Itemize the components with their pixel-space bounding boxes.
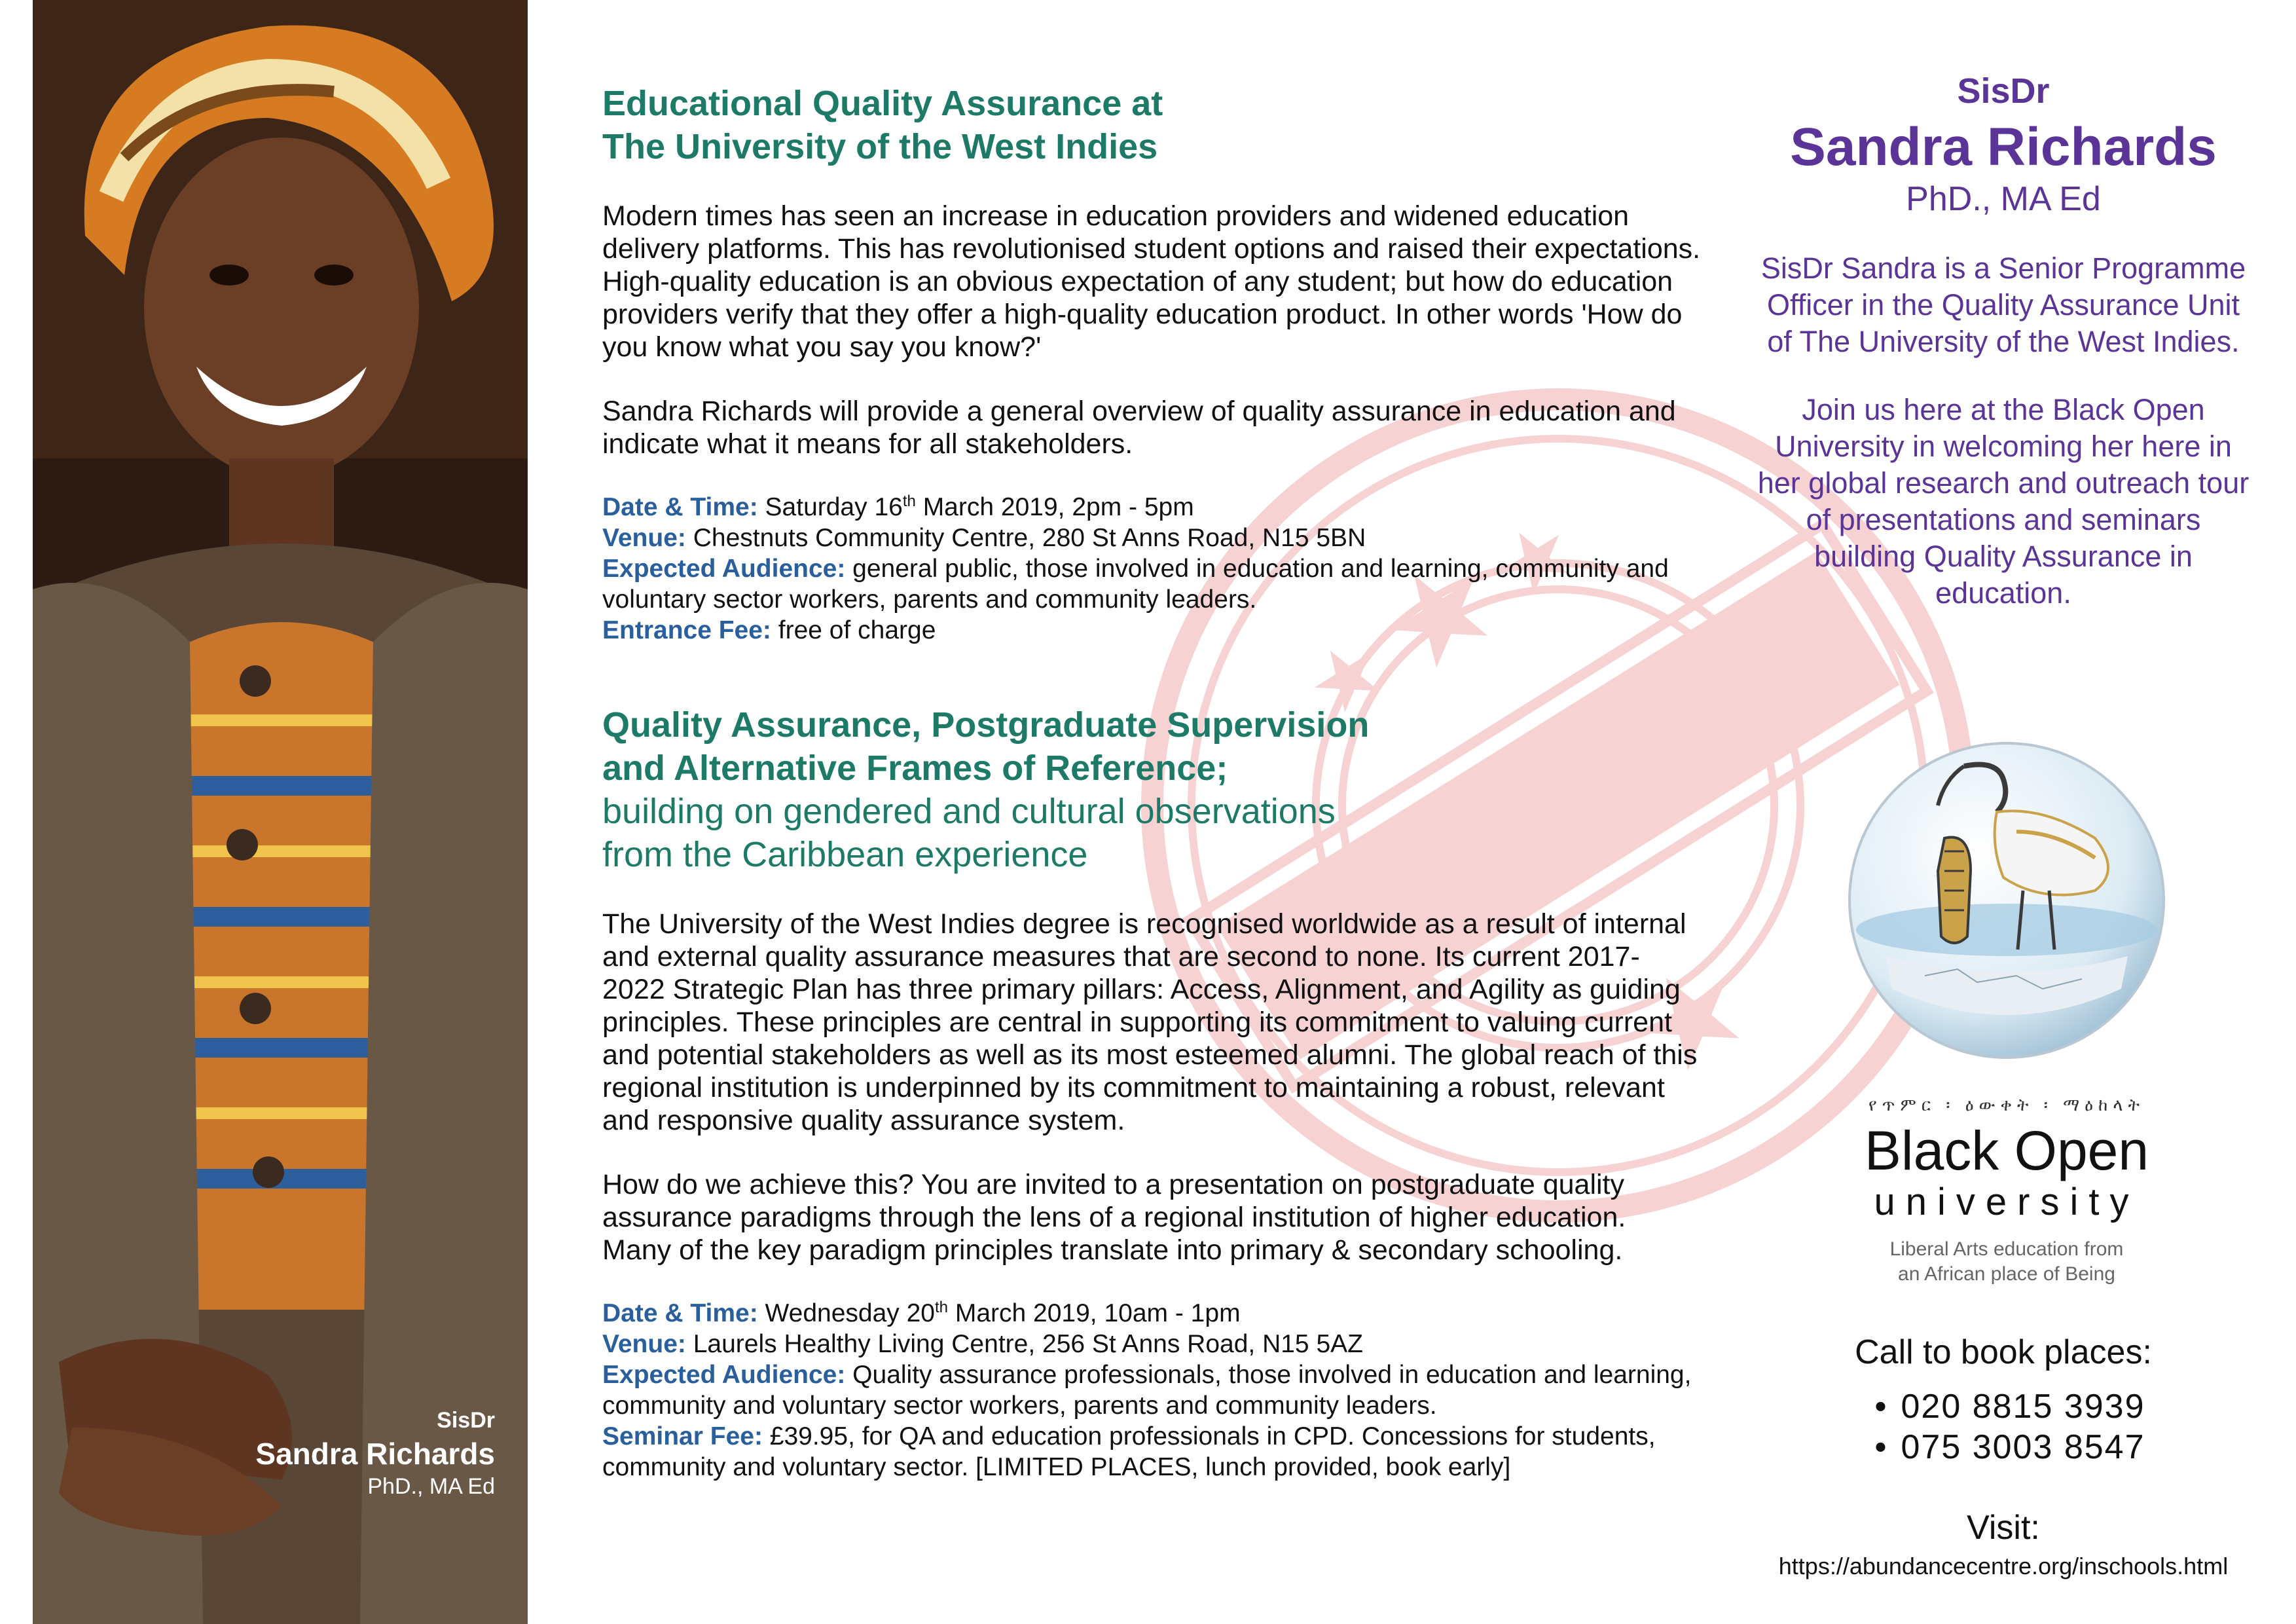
speaker-bio: SisDr Sandra is a Senior Programme Officer in the Quality Assurance Unit of The University of the West Indies. — [1760, 251, 2246, 358]
phone-number[interactable] — [1755, 1386, 2252, 1427]
datetime-suffix: th — [902, 492, 916, 510]
venue-value: Laurels Healthy Living Centre, 256 St Anns Road, N15 5AZ — [693, 1330, 1363, 1358]
website-link[interactable]: https://abundancecentre.org/inschools.html — [1778, 1553, 2229, 1579]
event-2-subtitle — [602, 790, 1702, 876]
event-1-title-line-2: The University of the West Indies — [602, 127, 1158, 166]
event-2-description: The University of the West Indies degree is recognised worldwide as a result of internal and external quality assurance measures that are second to none. Its current 2017-2022 Strategic Plan has three primary pillars: Access, Alignment, and Agility as guiding principles. These principles are central in supporting its commitment to valuing current and potential stakeholders as well as its most esteemed alumni. The global reach of this regional institution is underpinned by its commitment to maintaining a robust, relevant and responsive quality assurance system. — [602, 908, 1698, 1136]
tagline-line-2: an African place of Being — [1898, 1263, 2115, 1285]
event-2-fee — [602, 1421, 1702, 1483]
audience-label: Expected Audience: — [602, 1361, 846, 1389]
fee-value: £39.95, for QA and education professionals in CPD. Concessions for students, community and voluntary sector. [LIMITED PLACES, lunch provided, book early] — [602, 1422, 1656, 1481]
audience-label: Expected Audience: — [602, 555, 846, 583]
photo-caption-prefix: SisDr — [437, 1408, 495, 1433]
datetime-rest: March 2019, 10am - 1pm — [948, 1299, 1241, 1327]
speaker-invite: Join us here at the Black Open University in welcoming her here in her global research and outreach tour of presentations and seminars building Quality Assurance in education. — [1757, 393, 2250, 610]
bullet-icon: • — [1874, 1388, 1888, 1426]
audience-value: general public, those involved in education and learning, community and voluntary sector workers, parents and community leaders. — [602, 555, 1669, 614]
datetime-label: Date & Time: — [602, 493, 758, 521]
booking-heading: Call to book places: — [1855, 1333, 2152, 1371]
speaker-prefix: SisDr — [1957, 71, 2050, 111]
photo-caption-degrees: PhD., MA Ed — [367, 1474, 495, 1499]
event-2-audience — [602, 1359, 1702, 1421]
organisation-name: Black Open — [1864, 1120, 2149, 1181]
venue-label: Venue: — [602, 524, 686, 552]
event-1-details — [602, 492, 1702, 646]
fee-label: Entrance Fee: — [602, 616, 771, 644]
event-1-overview: Sandra Richards will provide a general overview of quality assurance in education and indicate what it means for all stakeholders. — [602, 396, 1676, 460]
photo-caption-name: Sandra Richards — [255, 1437, 495, 1471]
tagline-line-1: Liberal Arts education from — [1889, 1238, 2124, 1260]
datetime-rest: March 2019, 2pm - 5pm — [915, 493, 1194, 521]
audience-value: Quality assurance professionals, those involved in education and learning, community and voluntary sector workers, parents and community leaders. — [602, 1361, 1692, 1420]
black-open-university-logo — [1846, 740, 2167, 1061]
event-2-subtitle-line-2: from the Caribbean experience — [602, 835, 1088, 874]
datetime-label: Date & Time: — [602, 1299, 758, 1327]
speaker-photo — [33, 0, 528, 1624]
black-open-university-wordmark — [1846, 1095, 2167, 1287]
event-2-invitation: How do we achieve this? You are invited to a presentation on postgraduate quality assurance paradigms through the lens of a regional institution of higher education. Many of the key paradigm principles translate into primary & secondary schooling. — [602, 1169, 1626, 1266]
bullet-icon: • — [1874, 1428, 1888, 1466]
organisation-name-sub: university — [1874, 1181, 2140, 1223]
venue-value: Chestnuts Community Centre, 280 St Anns Road, N15 5BN — [693, 524, 1366, 552]
event-2 — [602, 703, 1702, 1483]
event-1 — [602, 82, 1702, 646]
phone-number-text: 020 8815 3939 — [1901, 1388, 2145, 1426]
event-2-title-line-2: and Alternative Frames of Reference; — [602, 748, 1228, 788]
event-2-title — [602, 703, 1702, 790]
event-1-audience — [602, 553, 1702, 615]
event-1-venue — [602, 523, 1702, 553]
datetime-day: Saturday 16 — [765, 493, 903, 521]
venue-label: Venue: — [602, 1330, 686, 1358]
event-1-datetime — [602, 492, 1702, 523]
visit-label: Visit: — [1967, 1509, 2040, 1547]
event-1-title-line-1: Educational Quality Assurance at — [602, 84, 1163, 123]
phone-list — [1755, 1386, 2252, 1467]
booking-contact — [1755, 1333, 2252, 1580]
event-1-title — [602, 82, 1702, 168]
event-2-title-line-1: Quality Assurance, Postgraduate Supervision — [602, 705, 1370, 745]
photo-caption — [255, 1408, 495, 1500]
datetime-suffix: th — [935, 1299, 949, 1316]
main-content — [602, 82, 1702, 1483]
event-2-details — [602, 1298, 1702, 1483]
event-1-fee — [602, 615, 1702, 646]
speaker-photo-illustration — [33, 0, 528, 1624]
fee-label: Seminar Fee: — [602, 1422, 763, 1450]
phone-number[interactable] — [1755, 1427, 2252, 1467]
ethiopic-motto: የጥምር ፡ ዕውቀት ፡ ማዕከላት — [1868, 1095, 2145, 1115]
organisation-tagline — [1846, 1237, 2167, 1287]
event-2-subtitle-line-1: building on gendered and cultural observations — [602, 792, 1336, 831]
speaker-panel — [1755, 71, 2252, 612]
speaker-name: Sandra Richards — [1790, 117, 2217, 177]
phone-number-text: 075 3003 8547 — [1901, 1428, 2145, 1466]
event-2-venue — [602, 1329, 1702, 1359]
event-1-description: Modern times has seen an increase in education providers and widened education delivery platforms. This has revolutionised student options and raised their expectations. High-quality education is an obvious expectation of any student; but how do education providers verify that they offer a high-quality education product. In other words 'How do you know what you say you know?' — [602, 200, 1701, 363]
speaker-degrees: PhD., MA Ed — [1906, 180, 2101, 218]
datetime-day: Wednesday 20 — [765, 1299, 935, 1327]
event-2-datetime — [602, 1298, 1702, 1329]
fee-value: free of charge — [778, 616, 936, 644]
